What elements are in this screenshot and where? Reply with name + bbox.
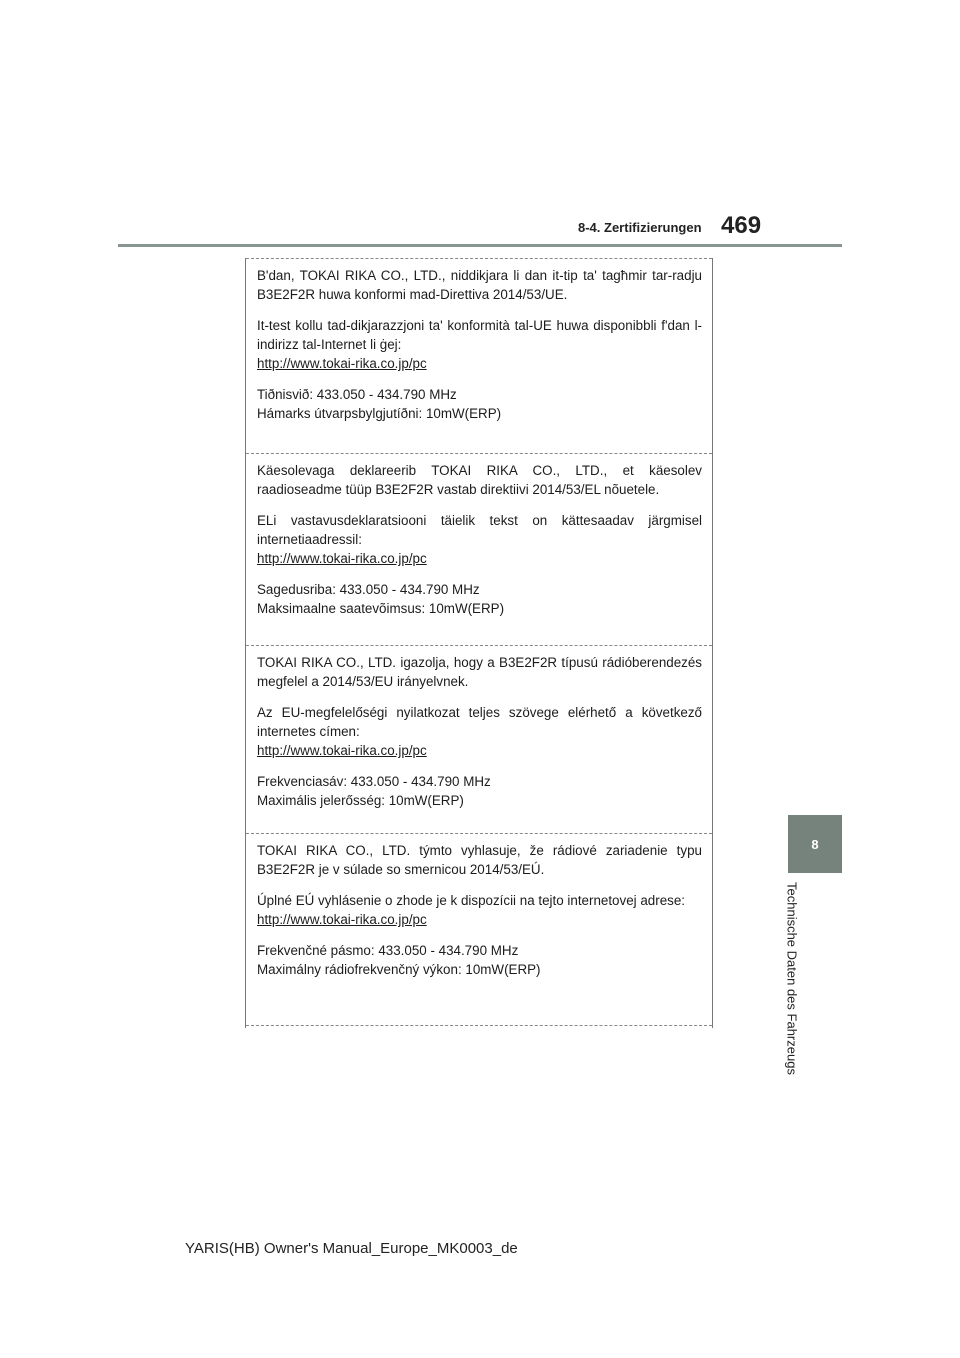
declaration-text: B'dan, TOKAI RIKA CO., LTD., niddikjara li dan it-tip ta' tagħmir tar-radju B3E2F2R huwa konformi mad-Direttiva 2014/53/UE. — [257, 268, 702, 302]
declaration-url[interactable]: http://www.tokai-rika.co.jp/pc — [257, 743, 427, 758]
availability-text: Úplné EÚ vyhlásenie o zhode je k dispozícii na tejto internetovej adrese: — [257, 893, 686, 908]
frequency-band: Frekvenčné pásmo: 433.050 - 434.790 MHz — [257, 943, 519, 958]
declaration-block-slovak — [246, 833, 712, 1026]
spec-text — [257, 580, 702, 618]
max-power: Maximális jelerősség: 10mW(ERP) — [257, 793, 464, 808]
chapter-label: Technische Daten des Fahrzeugs — [784, 882, 800, 1075]
footer-text: YARIS(HB) Owner's Manual_Europe_MK0003_de — [185, 1240, 518, 1257]
header-divider — [118, 244, 842, 247]
availability-text: ELi vastavusdeklaratsiooni täielik tekst on kättesaadav järgmisel internetiaadressil: — [257, 513, 702, 547]
declaration-text: Käesolevaga deklareerib TOKAI RIKA CO., LTD., et käesolev raadioseadme tüüp B3E2F2R vastab direktiivi 2014/53/EL nõuetele. — [257, 463, 702, 497]
declaration-url[interactable]: http://www.tokai-rika.co.jp/pc — [257, 912, 427, 927]
declaration-text: TOKAI RIKA CO., LTD. týmto vyhlasuje, že rádiové zariadenie typu B3E2F2R je v súlade so smernicou 2014/53/EÚ. — [257, 843, 702, 877]
frequency-band: Sagedusriba: 433.050 - 434.790 MHz — [257, 582, 480, 597]
spec-text — [257, 772, 702, 810]
chapter-tab: 8 — [788, 815, 842, 873]
max-power: Maksimaalne saatevõimsus: 10mW(ERP) — [257, 601, 505, 616]
declaration-url[interactable]: http://www.tokai-rika.co.jp/pc — [257, 356, 427, 371]
declaration-block-maltese — [246, 258, 712, 453]
spec-text — [257, 385, 702, 423]
declaration-url[interactable]: http://www.tokai-rika.co.jp/pc — [257, 551, 427, 566]
page-number: 469 — [721, 212, 762, 239]
max-power: Maximálny rádiofrekvenčný výkon: 10mW(ERP) — [257, 962, 541, 977]
frequency-band: Frekvenciasáv: 433.050 - 434.790 MHz — [257, 774, 491, 789]
declaration-block-estonian — [246, 453, 712, 645]
declaration-block-hungarian — [246, 645, 712, 833]
max-power: Hámarks útvarpsbylgjutíðni: 10mW(ERP) — [257, 406, 502, 421]
spec-text — [257, 941, 702, 979]
availability-text: It-test kollu tad-dikjarazzjoni ta' konformità tal-UE huwa disponibbli f'dan l-indirizz tal-Internet li ġej: — [257, 318, 702, 352]
section-title: 8-4. Zertifizierungen — [578, 220, 702, 235]
declaration-text: TOKAI RIKA CO., LTD. igazolja, hogy a B3E2F2R típusú rádióberendezés megfelel a 2014/53/EU irányelvnek. — [257, 655, 702, 689]
declaration-frame — [245, 258, 713, 1028]
frequency-band: Tiðnisvið: 433.050 - 434.790 MHz — [257, 387, 457, 402]
availability-text: Az EU-megfelelőségi nyilatkozat teljes szövege elérhető a következő internetes címen: — [257, 705, 702, 739]
